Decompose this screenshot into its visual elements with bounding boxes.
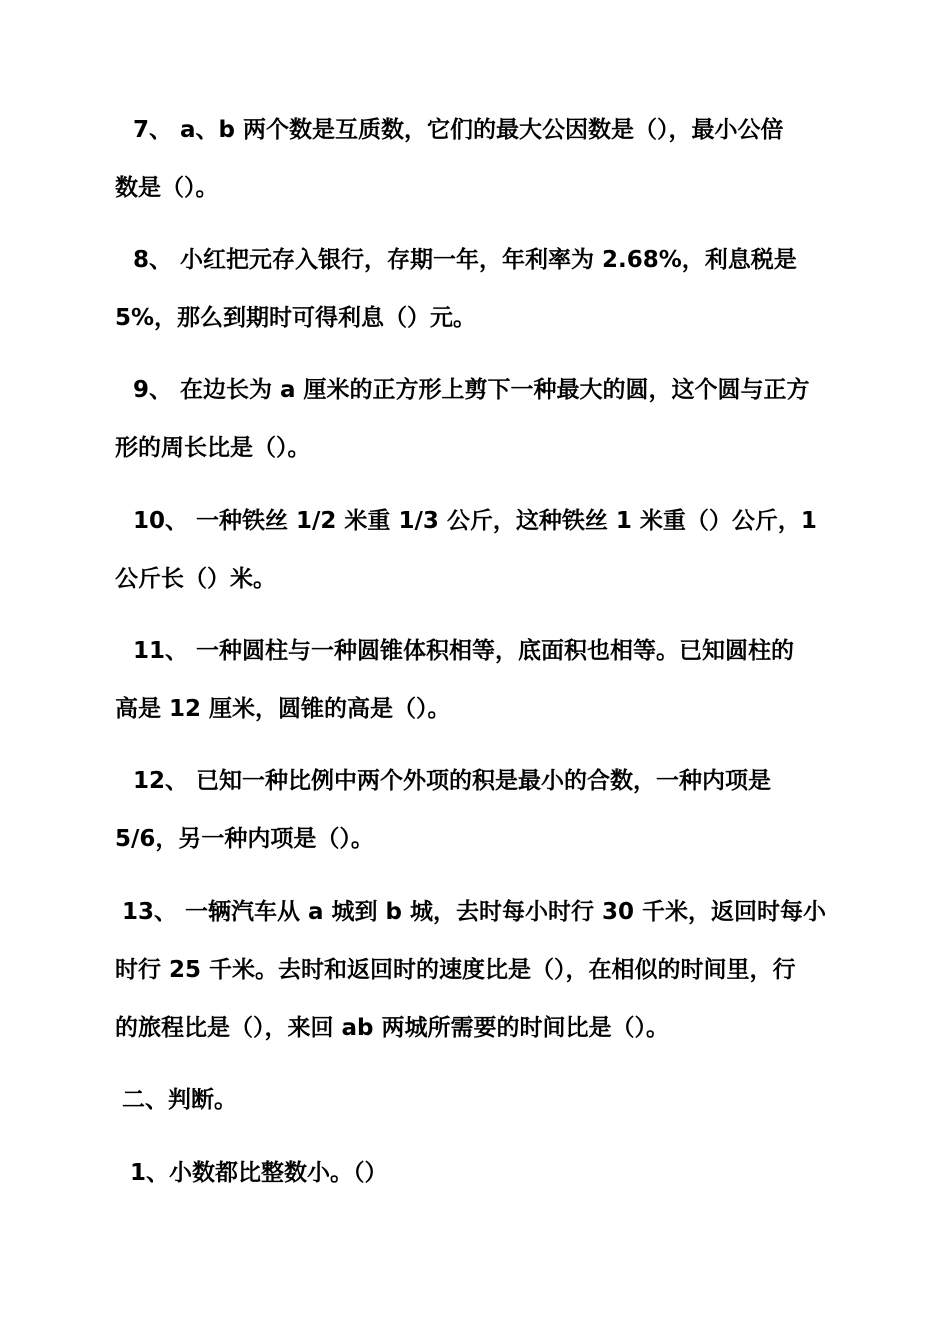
question-11-line-1: 11、 一种圆柱与一种圆锥体积相等，底面积也相等。已知圆柱的 — [133, 638, 795, 664]
judgment-question-1: 1、小数都比整数小。（） — [130, 1160, 388, 1186]
question-10-line-1: 10、 一种铁丝 1/2 米重 1/3 公斤，这种铁丝 1 米重（）公斤，1 — [133, 508, 817, 534]
section-heading-judgment: 二、判断。 — [122, 1087, 237, 1113]
question-9-line-2: 形的周长比是（）。 — [115, 435, 311, 461]
question-8-line-1: 8、 小红把元存入银行，存期一年，年利率为 2.68%，利息税是 — [133, 247, 797, 273]
question-8-line-2: 5%，那么到期时可得利息（）元。 — [115, 305, 477, 331]
question-10-line-2: 公斤长（）米。 — [115, 566, 276, 592]
question-7-line-1: 7、 a、b 两个数是互质数，它们的最大公因数是（），最小公倍 — [133, 117, 784, 143]
question-13-line-1: 13、 一辆汽车从 a 城到 b 城，去时每小时行 30 千米，返回时每小 — [122, 899, 827, 925]
question-13-line-2: 时行 25 千米。去时和返回时的速度比是（），在相似的时间里，行 — [115, 957, 796, 983]
question-12-line-2: 5/6，另一种内项是（）。 — [115, 826, 374, 852]
question-12-line-1: 12、 已知一种比例中两个外项的积是最小的合数，一种内项是 — [133, 768, 772, 794]
question-11-line-2: 高是 12 厘米，圆锥的高是（）。 — [115, 696, 451, 722]
question-13-line-3: 的旅程比是（），来回 ab 两城所需要的时间比是（）。 — [115, 1015, 669, 1041]
question-9-line-1: 9、 在边长为 a 厘米的正方形上剪下一种最大的圆，这个圆与正方 — [133, 377, 810, 403]
question-7-line-2: 数是（）。 — [115, 175, 219, 201]
